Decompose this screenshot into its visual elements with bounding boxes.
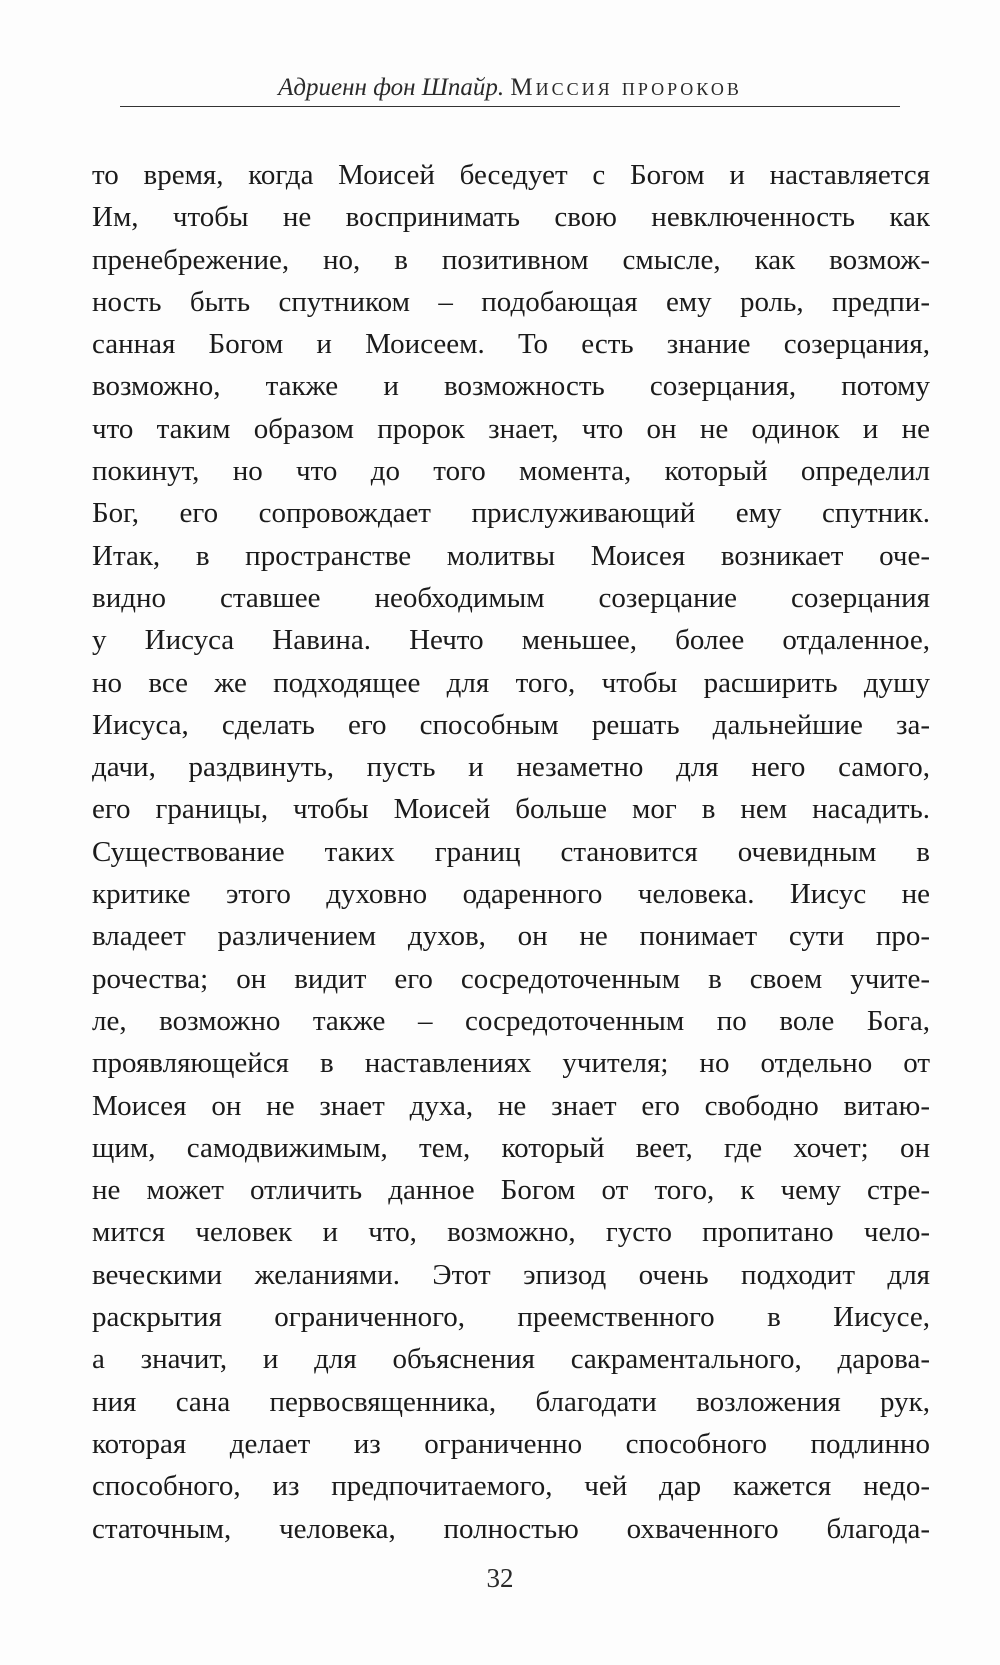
text-line: рочества; он видит его сосредоточенным в своем учите-	[92, 962, 930, 995]
text-line: дачи, раздвинуть, пусть и незаметно для него самого,	[92, 751, 930, 784]
text-line: не может отличить данное Богом от того, к чему стре-	[92, 1174, 930, 1207]
text-line: ность быть спутником – подобающая ему роль, предпи-	[92, 285, 930, 318]
text-line: критике этого духовно одаренного человека. Иисус не	[92, 878, 930, 911]
text-line: Моисея он не знает духа, не знает его свободно витаю-	[92, 1089, 930, 1122]
text-line: которая делает из ограниченно способного подлинно	[92, 1427, 930, 1460]
text-line: покинут, но что до того момента, который определил	[92, 455, 930, 488]
text-line: ле, возможно также – сосредоточенным по воле Бога,	[92, 1004, 930, 1037]
text-line: проявляющейся в наставлениях учителя; но отдельно от	[92, 1047, 930, 1080]
page-number: 32	[486, 1563, 514, 1593]
text-line: у Иисуса Навина. Нечто меньшее, более отдаленное,	[92, 624, 930, 657]
text-line: что таким образом пророк знает, что он не одинок и не	[92, 412, 930, 445]
running-head-title: Миссия пророков	[510, 74, 742, 101]
text-line: пренебрежение, но, в позитивном смысле, как возмож-	[92, 243, 930, 276]
text-line: веческими желаниями. Этот эпизод очень подходит для	[92, 1258, 930, 1291]
text-line: мится человек и что, возможно, густо пропитано чело-	[92, 1216, 930, 1249]
text-line: Существование таких границ становится очевидным в	[92, 835, 930, 868]
text-line: его границы, чтобы Моисей больше мог в нем насадить.	[92, 793, 930, 826]
running-head	[120, 74, 900, 102]
running-head-rule	[120, 106, 900, 107]
text-line: раскрытия ограниченного, преемственного в Иисусе,	[92, 1301, 930, 1334]
text-line: санная Богом и Моисеем. То есть знание созерцания,	[92, 328, 930, 361]
body-text	[92, 154, 930, 1550]
text-line: владеет различением духов, он не понимает сути про-	[92, 920, 930, 953]
text-line: способного, из предпочитаемого, чей дар кажется недо-	[92, 1470, 930, 1503]
text-line: то время, когда Моисей беседует с Богом и наставляется	[92, 159, 930, 191]
text-line: а значит, и для объяснения сакраментального, дарова-	[92, 1343, 930, 1376]
text-line: Итак, в пространстве молитвы Моисея возникает оче-	[92, 539, 930, 572]
text-line: Им, чтобы не воспринимать свою невключенность как	[92, 201, 930, 234]
text-line: статочным, человека, полностью охваченного благода-	[92, 1512, 930, 1545]
text-line: Бог, его сопровождает прислуживающий ему спутник.	[92, 497, 930, 530]
text-line: но все же подходящее для того, чтобы расширить душу	[92, 666, 930, 699]
text-line: видно ставшее необходимым созерцание созерцания	[92, 581, 930, 614]
text-line: возможно, также и возможность созерцания, потому	[92, 370, 930, 403]
text-line: Иисуса, сделать его способным решать дальнейшие за-	[92, 708, 930, 741]
running-head-author: Адриенн фон Шпайр.	[278, 74, 505, 101]
text-line: щим, самодвижимым, тем, который веет, где хочет; он	[92, 1131, 930, 1164]
text-line: ния сана первосвященника, благодати возложения рук,	[92, 1385, 930, 1418]
